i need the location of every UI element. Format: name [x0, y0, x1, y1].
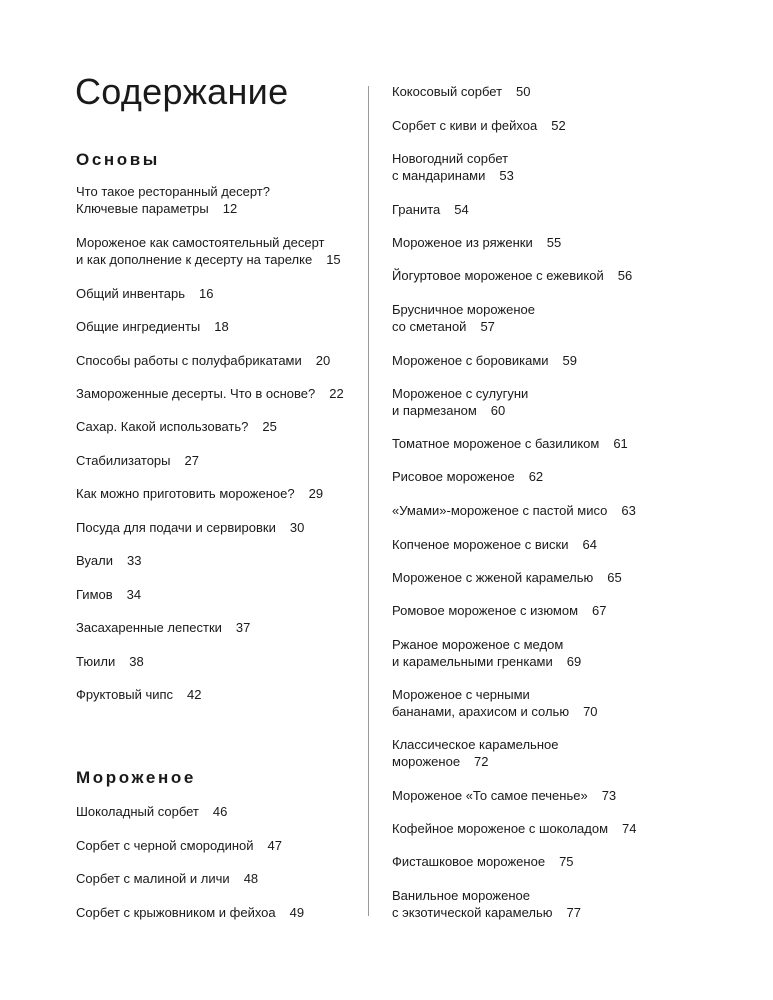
toc-page-number: 30 [289, 520, 305, 535]
toc-entry-line: Фруктовый чипс 42 [76, 687, 202, 702]
toc-entry-line: Мороженое как самостоятельный десерт [76, 235, 325, 250]
toc-entry [392, 853, 574, 870]
toc-entry-line: Сорбет с малиной и личи 48 [76, 871, 259, 886]
toc-entry [392, 820, 637, 837]
toc-entry-line: Ключевые параметры 12 [76, 201, 238, 216]
toc-entry-line: Мороженое из ряженки 55 [392, 235, 562, 250]
toc-entry [392, 385, 528, 419]
toc-page-number: 61 [613, 436, 628, 451]
toc-entry-line: Мороженое с черными [392, 687, 530, 702]
toc-page-number: 16 [199, 286, 214, 301]
toc-entry-line: Кофейное мороженое с шоколадом 74 [392, 821, 637, 836]
toc-page-number: 15 [326, 252, 341, 267]
toc-page-number: 12 [222, 201, 238, 216]
toc-entry [76, 418, 277, 435]
toc-page-number: 34 [126, 587, 142, 602]
toc-page-number: 67 [592, 603, 607, 618]
toc-entry-line: Общие ингредиенты 18 [76, 319, 229, 334]
toc-entry [76, 686, 202, 703]
toc-entry [392, 234, 561, 251]
toc-page-number: 65 [607, 570, 622, 585]
toc-entry [392, 352, 577, 369]
toc-entry-line: и карамельными гренками 69 [392, 654, 582, 669]
toc-page-number: 55 [546, 235, 562, 250]
toc-entry-line: Стабилизаторы 27 [76, 453, 199, 468]
toc-page-number: 18 [214, 319, 229, 334]
toc-page-number: 47 [267, 838, 282, 853]
toc-entry [76, 352, 330, 369]
toc-entry [392, 536, 597, 553]
toc-entry [76, 619, 250, 636]
section-heading-morozhenoe: Мороженое [76, 768, 196, 787]
toc-entry [392, 887, 581, 921]
toc-page-number: 46 [212, 804, 228, 819]
toc-page-number: 37 [235, 620, 251, 635]
toc-entry [76, 285, 214, 302]
toc-entry [392, 686, 598, 720]
toc-page-number: 20 [315, 353, 331, 368]
toc-page-number: 60 [490, 403, 506, 418]
toc-entry-line: Ромовое мороженое с изюмом 67 [392, 603, 607, 618]
toc-page-number: 57 [480, 319, 495, 334]
toc-entry [392, 602, 607, 619]
toc-entry-line: Томатное мороженое с базиликом 61 [392, 436, 628, 451]
toc-entry-line: с экзотической карамелью 77 [392, 905, 581, 920]
toc-entry [76, 586, 141, 603]
toc-entry [392, 736, 558, 770]
toc-entry [76, 234, 341, 268]
toc-entry [392, 787, 616, 804]
toc-entry-line: Мороженое с боровиками 59 [392, 353, 577, 368]
toc-entry-line: Ржаное мороженое с медом [392, 637, 564, 652]
toc-page-number: 54 [454, 202, 469, 217]
toc-entry [392, 83, 531, 100]
toc-entry-line: Засахаренные лепестки 37 [76, 620, 251, 635]
toc-entry [76, 452, 199, 469]
toc-page-number: 33 [126, 553, 142, 568]
toc-entry-line: Способы работы с полуфабрикатами 20 [76, 353, 331, 368]
toc-page-number: 22 [329, 386, 344, 401]
toc-entry [76, 653, 144, 670]
toc-entry-line: со сметаной 57 [392, 319, 495, 334]
toc-entry-line: Замороженные десерты. Что в основе? 22 [76, 386, 344, 401]
toc-entry-line: Сорбет с киви и фейхоа 52 [392, 118, 566, 133]
toc-entry-line: Копченое мороженое с виски 64 [392, 537, 597, 552]
toc-entry-line: Новогодний сорбет [392, 151, 509, 166]
toc-entry-line: мороженое 72 [392, 754, 489, 769]
toc-entry [392, 201, 469, 218]
toc-page-number: 74 [622, 821, 637, 836]
toc-entry-line: Гимов 34 [76, 587, 142, 602]
toc-entry-line: Рисовое мороженое 62 [392, 469, 544, 484]
toc-entry [392, 117, 566, 134]
toc-entry-line: и пармезаном 60 [392, 403, 506, 418]
toc-entry-line: Вуали 33 [76, 553, 142, 568]
toc-entry-line: Мороженое с жженой карамелью 65 [392, 570, 622, 585]
toc-page-number: 63 [621, 503, 636, 518]
toc-entry-line: Сахар. Какой использовать? 25 [76, 419, 277, 434]
toc-entry-line: Как можно приготовить мороженое? 29 [76, 486, 324, 501]
toc-entry [76, 183, 270, 217]
toc-entry [76, 870, 258, 887]
section-heading-osnovy: Основы [76, 150, 160, 169]
column-divider [368, 86, 369, 916]
toc-page-number: 64 [582, 537, 597, 552]
toc-page-number: 73 [601, 788, 617, 803]
toc-entry-line: Посуда для подачи и сервировки 30 [76, 520, 305, 535]
toc-entry [392, 435, 628, 452]
toc-page-number: 38 [129, 654, 144, 669]
toc-entry [76, 837, 282, 854]
toc-page-number: 56 [617, 268, 633, 283]
toc-entry-line: с мандаринами 53 [392, 168, 514, 183]
toc-page-number: 49 [289, 905, 305, 920]
toc-page-number: 42 [187, 687, 202, 702]
toc-entry [392, 502, 636, 519]
toc-entry-line: Общий инвентарь 16 [76, 286, 214, 301]
toc-entry [392, 468, 543, 485]
toc-entry-line: бананами, арахисом и солью 70 [392, 704, 598, 719]
toc-page-number: 53 [499, 168, 514, 183]
toc-entry-line: Ванильное мороженое [392, 888, 530, 903]
toc-page-number: 25 [262, 419, 277, 434]
toc-entry-line: Шоколадный сорбет 46 [76, 804, 228, 819]
toc-page-number: 70 [583, 704, 598, 719]
toc-page-number: 50 [516, 84, 531, 99]
toc-page-number: 27 [184, 453, 199, 468]
toc-entry-line: Гранита 54 [392, 202, 469, 217]
toc-entry [76, 803, 227, 820]
toc-entry [392, 150, 514, 184]
toc-entry-line: Сорбет с черной смородиной 47 [76, 838, 282, 853]
toc-page-number: 52 [551, 118, 566, 133]
toc-entry-line: и как дополнение к десерту на тарелке 15 [76, 252, 341, 267]
toc-entry [76, 318, 229, 335]
toc-entry [392, 569, 622, 586]
toc-entry-line: Йогуртовое мороженое с ежевикой 56 [392, 268, 633, 283]
toc-entry [76, 552, 141, 569]
toc-entry-line: Фисташковое мороженое 75 [392, 854, 574, 869]
toc-entry-line: «Умами»-мороженое с пастой мисо 63 [392, 503, 636, 518]
toc-page-number: 72 [474, 754, 489, 769]
toc-entry [392, 301, 535, 335]
toc-page-number: 77 [566, 905, 581, 920]
toc-entry-line: Мороженое «То самое печенье» 73 [392, 788, 617, 803]
toc-entry-line: Что такое ресторанный десерт? [76, 184, 270, 199]
toc-entry [392, 267, 632, 284]
toc-entry-line: Кокосовый сорбет 50 [392, 84, 531, 99]
toc-page-number: 75 [559, 854, 574, 869]
page-title: Содержание [75, 71, 289, 112]
toc-page-number: 59 [562, 353, 577, 368]
toc-page-number: 48 [243, 871, 259, 886]
toc-entry-line: Брусничное мороженое [392, 302, 535, 317]
toc-entry [76, 519, 304, 536]
toc-entry-line: Мороженое с сулугуни [392, 386, 529, 401]
toc-page-number: 62 [528, 469, 544, 484]
toc-entry-line: Сорбет с крыжовником и фейхоа 49 [76, 905, 305, 920]
toc-entry [392, 636, 581, 670]
toc-page-number: 69 [566, 654, 582, 669]
toc-entry-line: Классическое карамельное [392, 737, 559, 752]
toc-entry [76, 385, 344, 402]
toc-entry [76, 485, 323, 502]
toc-entry-line: Тюили 38 [76, 654, 144, 669]
toc-page-number: 29 [308, 486, 324, 501]
toc-entry [76, 904, 304, 921]
